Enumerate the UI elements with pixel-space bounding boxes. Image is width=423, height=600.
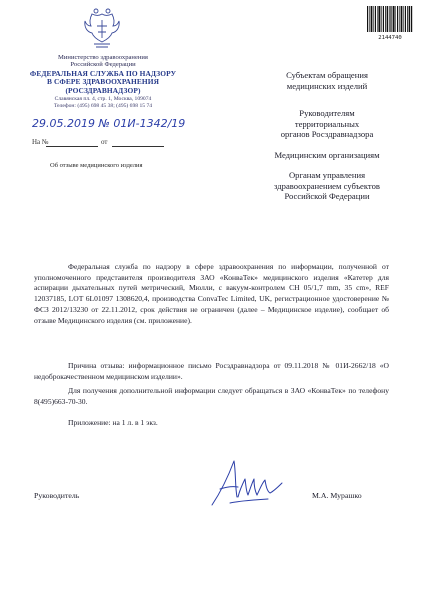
agency-name <box>28 70 178 95</box>
agency-name-line2: В СФЕРЕ ЗДРАВООХРАНЕНИЯ <box>46 77 160 87</box>
recipient-line: здравоохранением субъектов <box>274 180 380 191</box>
recipient-line: Субъектам обращения <box>286 70 368 80</box>
reference-date-label: от <box>101 138 108 146</box>
recipient-line: Руководителям <box>299 108 355 118</box>
barcode-number: 2144740 <box>378 35 402 41</box>
recipient-line: Медицинским организациям <box>274 150 380 160</box>
recipient-line: Органам управления <box>288 170 366 180</box>
agency-name-line3: (РОСЗДРАВНАДЗОР) <box>65 85 141 95</box>
recipient-block-2 <box>242 108 412 140</box>
body-paragraph-3: Для получения дополнительной информации следует обращаться в ЗАО «КонваТек» по телефону 8(495)663-70-30. <box>34 386 389 406</box>
recipient-block-1 <box>242 70 412 91</box>
recipient-block-3 <box>242 150 412 161</box>
attachment-note: Приложение: на 1 л. в 1 экз. <box>68 418 158 427</box>
handwritten-signature <box>190 453 290 515</box>
recipient-line: территориальных <box>294 118 360 129</box>
recipient-block-4 <box>242 170 412 202</box>
recipient-line: Российской Федерации <box>284 191 370 202</box>
recipient-line: медицинских изделий <box>286 80 368 91</box>
ministry-name-line2: Российской Федерации <box>70 61 136 68</box>
body-paragraph-2: Причина отзыва: информационное письмо Росздравнадзора от 09.11.2018 № 01И-2662/18 «О недоброкачественном медицинском изделии». <box>34 361 389 381</box>
letter-date-number: 29.05.2019 № 01И-1342/19 <box>32 117 186 130</box>
reference-number-line <box>46 146 98 147</box>
coat-of-arms-emblem <box>80 6 124 50</box>
recipient-line: органов Росздравнадзора <box>280 129 374 140</box>
reference-number-label: На № <box>32 138 49 146</box>
signatory-role: Руководитель <box>34 491 80 500</box>
agency-phone: Телефон: (495) 698 45 38; (495) 698 15 74 <box>53 103 153 109</box>
agency-address: Славянская пл. 4, стр. 1, Москва, 109074 <box>54 96 152 102</box>
reference-date-line <box>112 146 164 147</box>
agency-name-line1: ФЕДЕРАЛЬНАЯ СЛУЖБА ПО НАДЗОРУ <box>29 69 177 78</box>
signatory-name: М.А. Мурашко <box>312 491 362 500</box>
ministry-name-line1: Министерство здравоохранения <box>58 54 148 61</box>
barcode-icon <box>367 6 413 32</box>
body-paragraph-1: Федеральная служба по надзору в сфере здравоохранения по информации, полученной от уполномоченного представителя производителя ЗАО «КонваТек» медицинского изделия «Катетер для аспирации дыхательных путей метрический, Мюлли, с вакуум-контролем CH 05/1,7 mm, 35 cm», REF 12037185, LOT 6L01097 1308620,4, производства ConvaTec Limited, UK, регистрационное удостоверение № ФСЗ 2012/13230 от 22.11.2012, срок действия не ограничен (далее – Медицинское изделие), сообщает об отзыве Медицинского изделия (см. приложение). <box>34 262 389 325</box>
letter-subject: Об отзыве медицинского изделия <box>50 162 143 169</box>
